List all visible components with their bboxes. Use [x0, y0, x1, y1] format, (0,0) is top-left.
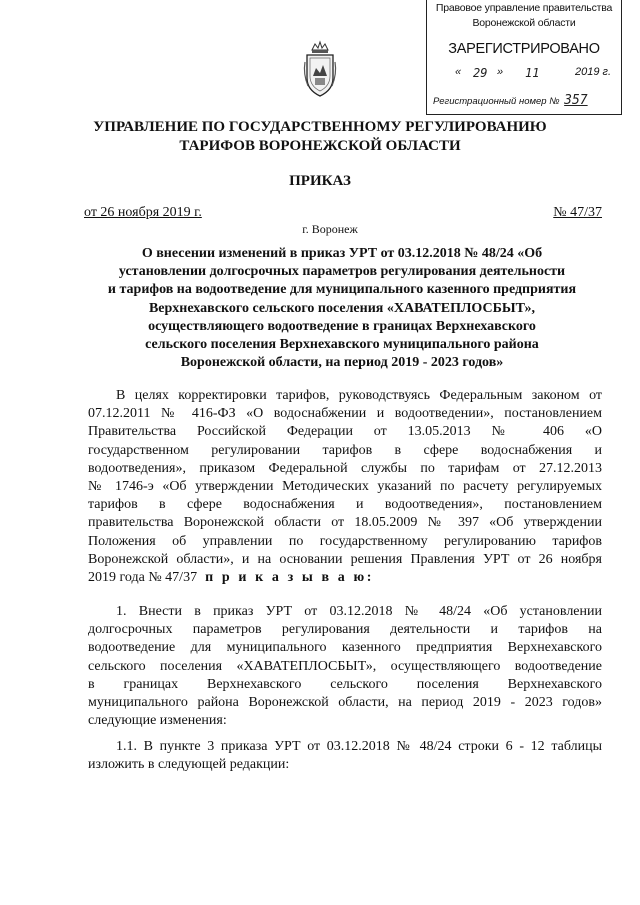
organization-title-line-2: ТАРИФОВ ВОРОНЕЖСКОЙ ОБЛАСТИ [179, 138, 461, 154]
stamp-org-line-2: Воронежской области [472, 17, 576, 29]
document-date: от 26 ноября 2019 г. [84, 205, 202, 220]
document-number: № 47/37 [553, 205, 602, 220]
paragraph-line: водоотведения», приказом Федеральной службы по тарифам от 27.12.2013 [88, 460, 602, 476]
paragraph-line: 07.12.2011 № 416-ФЗ «О водоснабжении и водоотведении», постановлением [88, 406, 602, 422]
subject-line: осуществляющего водоотведение в границах Верхнехавского [148, 318, 536, 334]
preamble-paragraph [88, 387, 602, 587]
paragraph-line: Положения об управлении по государственному регулированию тарифов [88, 533, 602, 549]
stamp-month: 11 [525, 66, 540, 80]
stamp-reg-number: 357 [564, 93, 588, 108]
subject-line: Воронежской области, на период 2019 - 2023 годов» [180, 355, 504, 371]
paragraph-line: долгосрочных параметров регулирования деятельности и тарифов на [88, 622, 602, 638]
paragraph-line: сельского поселения «ХАВАТЕПЛОСБЫТ», осуществляющего водоотведение [88, 658, 602, 674]
subject-line: установлении долгосрочных параметров регулирования деятельности [118, 264, 566, 280]
paragraph-line: следующие изменения: [88, 713, 227, 729]
subject-line: сельского поселения Верхнехавского муниципального района [145, 337, 539, 353]
subject-line: и тарифов на водоотведение для муниципального казенного предприятия [107, 282, 577, 298]
paragraph-line: В целях корректировки тарифов, руководствуясь Федеральным законом от [116, 388, 602, 403]
stamp-year: 2019 г. [575, 66, 612, 78]
stamp-quote-open: « [455, 66, 462, 78]
stamp-date [427, 66, 621, 82]
paragraph-line: 1.1. В пункте 3 приказа УРТ от 03.12.2018 № 48/24 строки 6 - 12 таблицы [116, 739, 602, 754]
stamp-org-line-1: Правовое управление правительства [435, 2, 613, 14]
paragraph-line: 1. Внести в приказ УРТ от 03.12.2018 № 48/24 «Об установлении [116, 604, 602, 619]
stamp-reg-number-line [433, 93, 613, 108]
stamp-registered: ЗАРЕГИСТРИРОВАНО [448, 41, 600, 57]
paragraph-line: правительства Воронежской области от 18.05.2009 № 397 «Об утверждении [88, 515, 602, 531]
item-1-paragraph [88, 603, 602, 730]
stamp-reg-label: Регистрационный номер № [433, 96, 560, 107]
organization-title-line-1: УПРАВЛЕНИЕ ПО ГОСУДАРСТВЕННОМУ РЕГУЛИРОВАНИЮ [93, 119, 547, 135]
decision-reference: 2019 года № 47/37 [88, 570, 198, 586]
paragraph-line: водоотведение для муниципального казенного предприятия Верхнехавского [88, 640, 602, 656]
document-city: г. Воронеж [302, 222, 358, 236]
paragraph-line: муниципального района Воронежской области, на период 2019 - 2023 годов» [88, 695, 602, 711]
paragraph-line: в границах Верхнехавского сельского поселения Верхнехавского [88, 676, 602, 692]
order-word: п р и к а з ы в а ю: [205, 570, 375, 586]
paragraph-line: государственном регулировании тарифов в сфере водоснабжения и [88, 442, 602, 458]
document-kind: ПРИКАЗ [289, 173, 351, 189]
stamp-quote-close: » [497, 66, 504, 78]
document-subject [82, 245, 602, 372]
subject-line: О внесении изменений в приказ УРТ от 03.12.2018 № 48/24 «Об [141, 246, 543, 261]
organization-title [90, 118, 550, 156]
subject-line: Верхнехавского сельского поселения «ХАВАТЕПЛОСБЫТ», [148, 300, 536, 316]
paragraph-line: Воронежской области», и на основании решения Правления УРТ от 26 ноября [88, 551, 602, 567]
paragraph-line: изложить в следующей редакции: [88, 757, 290, 773]
registration-stamp [426, 0, 622, 115]
paragraph-line [88, 569, 602, 587]
paragraph-line: тарифов в сфере водоснабжения и водоотведения», постановлением [88, 497, 602, 513]
item-1-1-paragraph [88, 738, 602, 774]
paragraph-line: № 1746-э «Об утверждении Методических указаний по расчету регулируемых [88, 479, 602, 495]
paragraph-line: Правительства Российской Федерации от 13.05.2013 № 406 «О [88, 424, 602, 440]
coat-of-arms-icon [302, 40, 338, 102]
stamp-day: 29 [473, 66, 488, 80]
